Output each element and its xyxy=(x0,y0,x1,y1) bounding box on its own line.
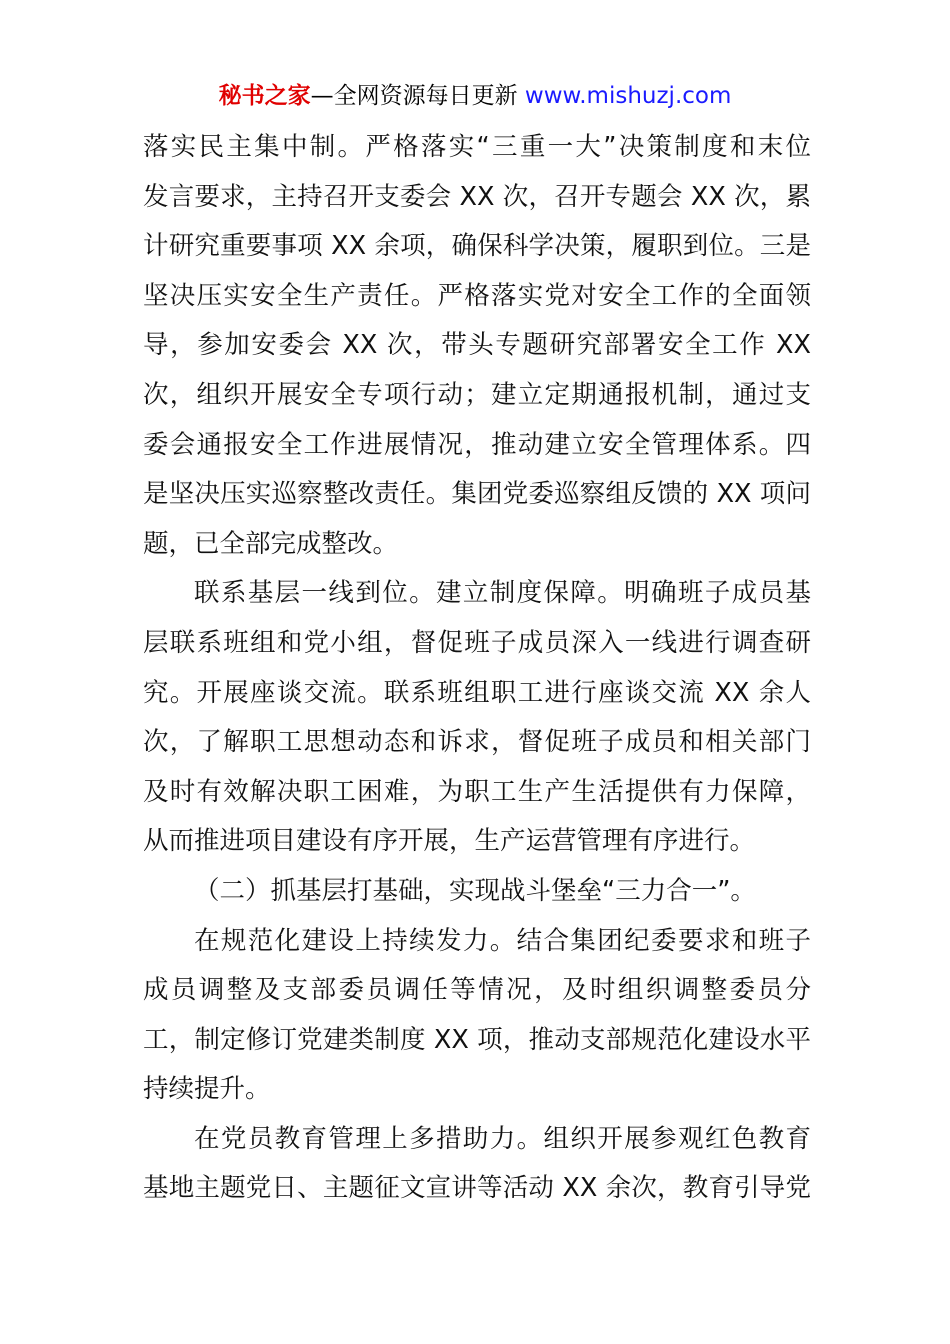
text-line: 导，参加安委会 XX 次，带头专题研究部署安全工作 XX xyxy=(143,330,811,361)
text-line: 是坚决压实巡察整改责任。集团党委巡察组反馈的 XX 项问 xyxy=(143,479,811,510)
text-line: 委会通报安全工作进展情况，推动建立安全管理体系。四 xyxy=(143,429,811,460)
paragraph-start-line: 在规范化建设上持续发力。结合集团纪委要求和班子 xyxy=(194,925,811,956)
site-url[interactable]: www.mishuzj.com xyxy=(524,83,732,109)
text-line: 从而推进项目建设有序开展，生产运营管理有序进行。 xyxy=(143,826,756,857)
text-line: 层联系班组和党小组，督促班子成员深入一线进行调查研 xyxy=(143,627,811,658)
paragraph-start-line: 联系基层一线到位。建立制度保障。明确班子成员基 xyxy=(194,578,811,609)
document-body xyxy=(143,123,811,1214)
text-line: 成员调整及支部委员调任等情况，及时组织调整委员分 xyxy=(143,975,811,1006)
text-line: 计研究重要事项 XX 余项，确保科学决策，履职到位。三是 xyxy=(143,231,811,262)
header-tagline: —全网资源每日更新 xyxy=(310,83,518,109)
text-line: 次，组织开展安全专项行动；建立定期通报机制，通过支 xyxy=(143,379,811,410)
paragraph-start-line: 在党员教育管理上多措助力。组织开展参观红色教育 xyxy=(194,1123,811,1154)
watermark-header xyxy=(0,80,950,112)
text-line: 次，了解职工思想动态和诉求，督促班子成员和相关部门 xyxy=(143,727,811,758)
section-heading: （二）抓基层打基础，实现战斗堡垒“三力合一”。 xyxy=(194,875,756,906)
text-line: 工，制定修订党建类制度 XX 项，推动支部规范化建设水平 xyxy=(143,1024,811,1055)
text-line: 落实民主集中制。严格落实“三重一大”决策制度和末位 xyxy=(143,132,811,162)
text-line: 究。开展座谈交流。联系班组职工进行座谈交流 XX 余人 xyxy=(143,677,811,708)
text-line: 及时有效解决职工困难，为职工生产生活提供有力保障， xyxy=(143,776,811,807)
text-line: 坚决压实安全生产责任。严格落实党对安全工作的全面领 xyxy=(143,280,811,311)
text-line: 题，已全部完成整改。 xyxy=(143,528,399,559)
text-line: 发言要求，主持召开支委会 XX 次，召开专题会 XX 次，累 xyxy=(143,181,811,212)
brand-name: 秘书之家 xyxy=(218,83,311,109)
text-line: 持续提升。 xyxy=(143,1074,271,1105)
text-line: 基地主题党日、主题征文宣讲等活动 XX 余次，教育引导党 xyxy=(143,1173,811,1204)
